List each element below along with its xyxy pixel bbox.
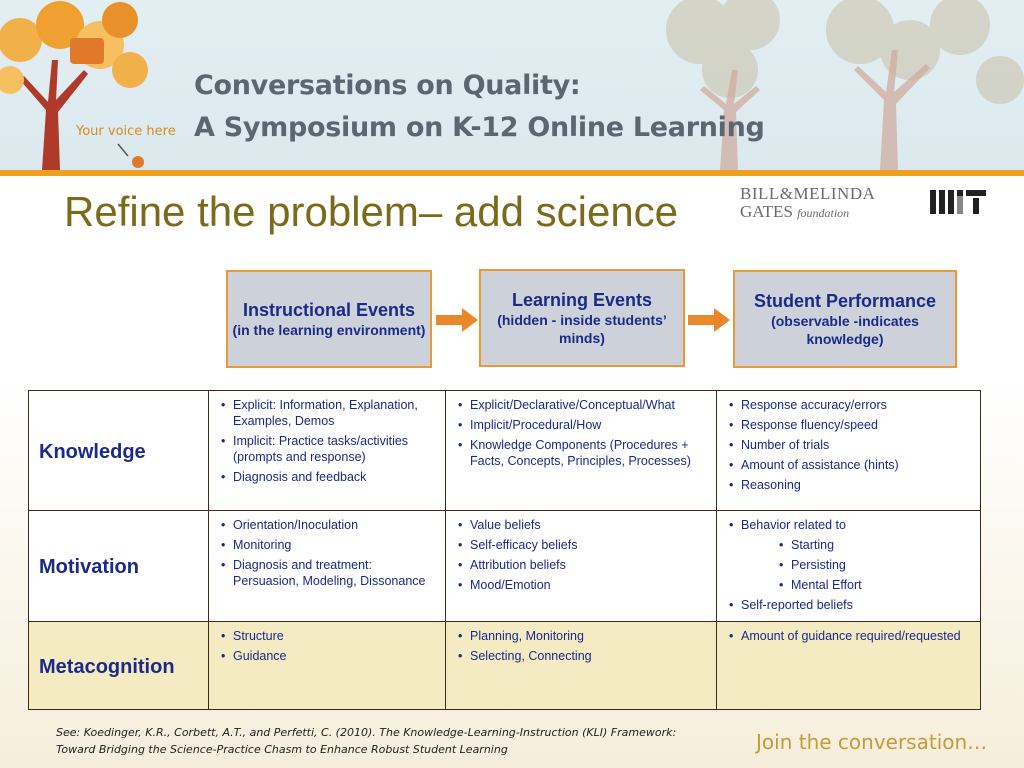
flow-box-title: Learning Events [511, 290, 653, 310]
list-item: • Number of trials [741, 437, 974, 453]
flow-box-title: Student Performance [753, 291, 937, 311]
list-item: • Guidance [233, 648, 439, 664]
table-cell [209, 622, 446, 710]
table-cell [446, 622, 717, 710]
sub-list-item: • Starting [791, 537, 974, 553]
list-item: • Attribution beliefs [470, 557, 710, 573]
list-item: • Selecting, Connecting [470, 648, 710, 664]
kli-framework-table [28, 390, 981, 710]
banner-accent-bar [0, 170, 1024, 176]
list-item: • Behavior related to • Starting • Persisting • Mental Effort [741, 517, 974, 593]
list-item: • Response fluency/speed [741, 417, 974, 433]
list-item: • Amount of guidance required/requested [741, 628, 974, 644]
your-voice-here-label: Your voice here [76, 124, 176, 139]
table-row-motivation [29, 511, 981, 622]
right-arrow-icon [688, 308, 730, 332]
row-label: Knowledge [29, 391, 209, 511]
tree-illustration-right [640, 0, 1024, 170]
list-item: • Explicit: Information, Explanation, Examples, Demos [233, 397, 439, 429]
flow-box-instructional-events [226, 270, 432, 368]
list-item: • Orientation/Inoculation [233, 517, 439, 533]
table-cell [717, 391, 981, 511]
flow-box-student-performance [733, 270, 957, 368]
list-item: • Diagnosis and feedback [233, 469, 439, 485]
gates-foundation-logo [740, 184, 875, 222]
table-cell [446, 391, 717, 511]
banner-title-line1: Conversations on Quality: [194, 70, 581, 101]
gates-logo-line2: GATES [740, 202, 793, 221]
join-conversation-tagline: Join the conversation… [756, 730, 988, 754]
list-item: • Diagnosis and treatment: Persuasion, Modeling, Dissonance [233, 557, 439, 589]
flow-box-title: Instructional Events [242, 300, 416, 320]
symposium-banner [0, 0, 1024, 170]
table-cell [717, 622, 981, 710]
gates-logo-foundation: foundation [797, 206, 850, 220]
table-cell [717, 511, 981, 622]
flow-box-subtitle: (observable -indicates knowledge) [771, 313, 919, 347]
slide-heading: Refine the problem– add science [64, 188, 679, 235]
mit-logo [930, 188, 986, 216]
flow-box-subtitle: (hidden - inside students’ minds) [497, 312, 667, 346]
list-item: • Implicit: Practice tasks/activities (prompts and response) [233, 433, 439, 465]
list-item: • Structure [233, 628, 439, 644]
list-item: • Response accuracy/errors [741, 397, 974, 413]
list-item: • Amount of assistance (hints) [741, 457, 974, 473]
list-item: • Self-efficacy beliefs [470, 537, 710, 553]
right-arrow-icon [436, 308, 478, 332]
table-cell [209, 391, 446, 511]
list-item: • Value beliefs [470, 517, 710, 533]
list-item: • Explicit/Declarative/Conceptual/What [470, 397, 710, 413]
sub-list-item: • Mental Effort [791, 577, 974, 593]
list-item: • Knowledge Components (Procedures + Facts, Concepts, Principles, Processes) [470, 437, 710, 469]
row-label: Motivation [29, 511, 209, 622]
banner-title-line2: A Symposium on K-12 Online Learning [194, 112, 765, 143]
table-row-metacognition [29, 622, 981, 710]
bird-icon [114, 142, 148, 170]
list-item: • Self-reported beliefs [741, 597, 974, 613]
list-item: • Monitoring [233, 537, 439, 553]
list-item: • Planning, Monitoring [470, 628, 710, 644]
sub-list-item: • Persisting [791, 557, 974, 573]
table-cell [446, 511, 717, 622]
flow-box-subtitle: (in the learning environment) [232, 322, 426, 338]
table-cell [209, 511, 446, 622]
row-label: Metacognition [29, 622, 209, 710]
table-row-knowledge [29, 391, 981, 511]
citation-footnote [56, 724, 676, 758]
gates-logo-line1: BILL&MELINDA [740, 184, 876, 203]
citation-line1: See: Koedinger, K.R., Corbett, A.T., and Perfetti, C. (2010). The Knowledge-Learning-Instruction (KLI) Framework: [56, 726, 677, 739]
tree-illustration-left [0, 0, 180, 170]
list-item: • Mood/Emotion [470, 577, 710, 593]
list-item: • Implicit/Procedural/How [470, 417, 710, 433]
citation-line2: Toward Bridging the Science-Practice Chasm to Enhance Robust Student Learning [56, 743, 508, 756]
flow-box-learning-events [479, 269, 685, 367]
list-item: • Reasoning [741, 477, 974, 493]
